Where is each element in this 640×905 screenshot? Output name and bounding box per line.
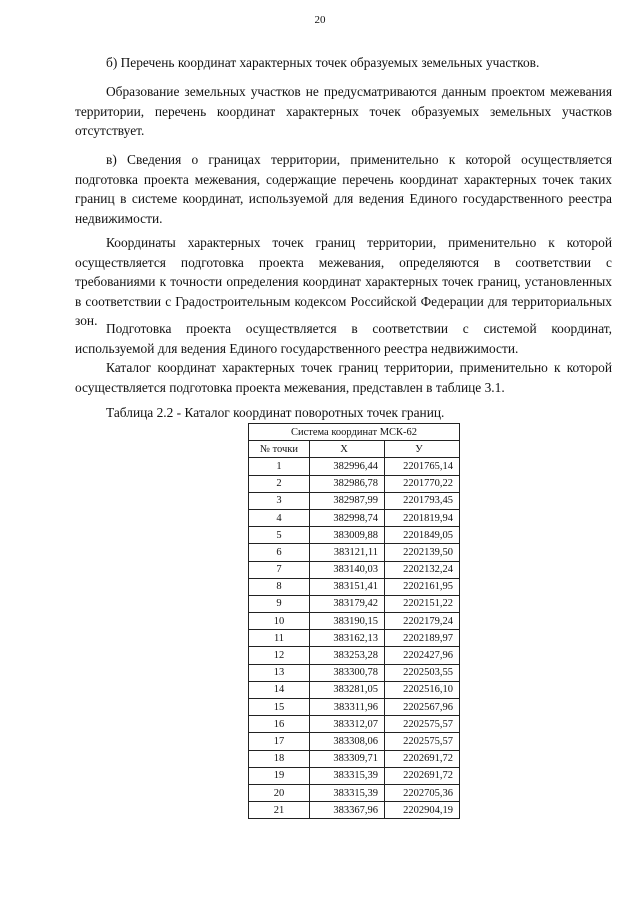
table-row (249, 647, 460, 664)
point-number-cell: 8 (249, 578, 310, 595)
y-coordinate-cell: 2202575,57 (385, 716, 460, 733)
table-row (249, 509, 460, 526)
point-number-header: № точки (249, 441, 310, 458)
y-coordinate-cell: 2202189,97 (385, 630, 460, 647)
table-row (249, 475, 460, 492)
table-row (249, 750, 460, 767)
x-coordinate-cell: 383367,96 (310, 802, 385, 819)
x-coordinate-cell: 383311,96 (310, 699, 385, 716)
paragraph-catalog: Каталог координат характерных точек границ территории, применительно к которой осуществляется подготовка проекта межевания, представлен в таблице 3.1. (75, 360, 612, 395)
y-coordinate-cell: 2202139,50 (385, 544, 460, 561)
y-coordinate-cell: 2202151,22 (385, 595, 460, 612)
point-number-cell: 4 (249, 509, 310, 526)
x-coordinate-cell: 382987,99 (310, 492, 385, 509)
x-coordinate-cell: 383151,41 (310, 578, 385, 595)
table-row (249, 681, 460, 698)
y-coordinate-cell: 2202516,10 (385, 681, 460, 698)
y-coordinate-cell: 2202575,57 (385, 733, 460, 750)
x-coordinate-cell: 383140,03 (310, 561, 385, 578)
table-row (249, 527, 460, 544)
coordinates-table (248, 423, 460, 819)
x-coordinate-cell: 383281,05 (310, 681, 385, 698)
y-coordinate-cell: 2202691,72 (385, 750, 460, 767)
point-number-cell: 15 (249, 699, 310, 716)
table-header-row (249, 441, 460, 458)
y-coordinate-cell: 2202691,72 (385, 767, 460, 784)
table-row (249, 561, 460, 578)
table-system-row (249, 424, 460, 441)
table-row (249, 767, 460, 784)
x-header: Х (310, 441, 385, 458)
x-coordinate-cell: 383309,71 (310, 750, 385, 767)
table-caption: Таблица 2.2 - Каталог координат поворотных точек границ. (106, 405, 445, 420)
table-row (249, 784, 460, 801)
point-number-cell: 3 (249, 492, 310, 509)
point-number-cell: 21 (249, 802, 310, 819)
paragraph-coordinate-system: Подготовка проекта осуществляется в соответствии с системой координат, используемой для ведения Единого государственного реестра недвижимости. (75, 321, 612, 356)
y-coordinate-cell: 2202427,96 (385, 647, 460, 664)
table-row (249, 613, 460, 630)
y-coordinate-cell: 2201849,05 (385, 527, 460, 544)
coordinate-system-header: Система координат МСК-62 (249, 424, 460, 441)
x-coordinate-cell: 383190,15 (310, 613, 385, 630)
x-coordinate-cell: 383308,06 (310, 733, 385, 750)
table-row (249, 802, 460, 819)
point-number-cell: 13 (249, 664, 310, 681)
x-coordinate-cell: 383315,39 (310, 767, 385, 784)
y-coordinate-cell: 2201793,45 (385, 492, 460, 509)
point-number-cell: 1 (249, 458, 310, 475)
point-number-cell: 18 (249, 750, 310, 767)
page-number: 20 (314, 14, 326, 26)
paragraph-boundary-info: в) Сведения о границах территории, применительно к которой осуществляется подготовка проекта межевания, содержащие перечень координат характерных точек таких границ в системе координат, используемой для ведения Единого государственного реестра недвижимости. (75, 152, 612, 226)
paragraph-coordinates: Координаты характерных точек границ территории, применительно к которой осуществляется подготовка проекта межевания, определяются в соответствии с требованиями к точности определения координат характерных точек границ, установленных в соответствии с Градостроительным кодексом Российской Федерации для территориальных зон. (75, 235, 612, 329)
table-row (249, 664, 460, 681)
point-number-cell: 5 (249, 527, 310, 544)
y-coordinate-cell: 2202567,96 (385, 699, 460, 716)
point-number-cell: 9 (249, 595, 310, 612)
x-coordinate-cell: 382996,44 (310, 458, 385, 475)
x-coordinate-cell: 383179,42 (310, 595, 385, 612)
x-coordinate-cell: 383312,07 (310, 716, 385, 733)
x-coordinate-cell: 383253,28 (310, 647, 385, 664)
x-coordinate-cell: 382998,74 (310, 509, 385, 526)
y-coordinate-cell: 2202161,95 (385, 578, 460, 595)
point-number-cell: 2 (249, 475, 310, 492)
x-coordinate-cell: 383315,39 (310, 784, 385, 801)
point-number-cell: 12 (249, 647, 310, 664)
table-row (249, 699, 460, 716)
y-header: У (385, 441, 460, 458)
x-coordinate-cell: 383162,13 (310, 630, 385, 647)
x-coordinate-cell: 382986,78 (310, 475, 385, 492)
x-coordinate-cell: 383121,11 (310, 544, 385, 561)
y-coordinate-cell: 2201770,22 (385, 475, 460, 492)
point-number-cell: 20 (249, 784, 310, 801)
point-number-cell: 11 (249, 630, 310, 647)
y-coordinate-cell: 2201765,14 (385, 458, 460, 475)
table-row (249, 544, 460, 561)
point-number-cell: 16 (249, 716, 310, 733)
y-coordinate-cell: 2201819,94 (385, 509, 460, 526)
y-coordinate-cell: 2202179,24 (385, 613, 460, 630)
table-row (249, 733, 460, 750)
table-row (249, 716, 460, 733)
table-row (249, 595, 460, 612)
point-number-cell: 7 (249, 561, 310, 578)
point-number-cell: 17 (249, 733, 310, 750)
table-row (249, 578, 460, 595)
point-number-cell: 14 (249, 681, 310, 698)
y-coordinate-cell: 2202503,55 (385, 664, 460, 681)
x-coordinate-cell: 383009,88 (310, 527, 385, 544)
y-coordinate-cell: 2202132,24 (385, 561, 460, 578)
table-row (249, 630, 460, 647)
paragraph-list-heading: б) Перечень координат характерных точек образуемых земельных участков. (106, 55, 540, 70)
y-coordinate-cell: 2202705,36 (385, 784, 460, 801)
table-row (249, 492, 460, 509)
y-coordinate-cell: 2202904,19 (385, 802, 460, 819)
table-row (249, 458, 460, 475)
point-number-cell: 6 (249, 544, 310, 561)
point-number-cell: 10 (249, 613, 310, 630)
paragraph-no-parcels: Образование земельных участков не предусматриваются данным проектом межевания территории, перечень координат характерных точек образуемых земельных участков отсутствует. (75, 84, 612, 139)
coordinates-table-body (249, 458, 460, 819)
point-number-cell: 19 (249, 767, 310, 784)
x-coordinate-cell: 383300,78 (310, 664, 385, 681)
